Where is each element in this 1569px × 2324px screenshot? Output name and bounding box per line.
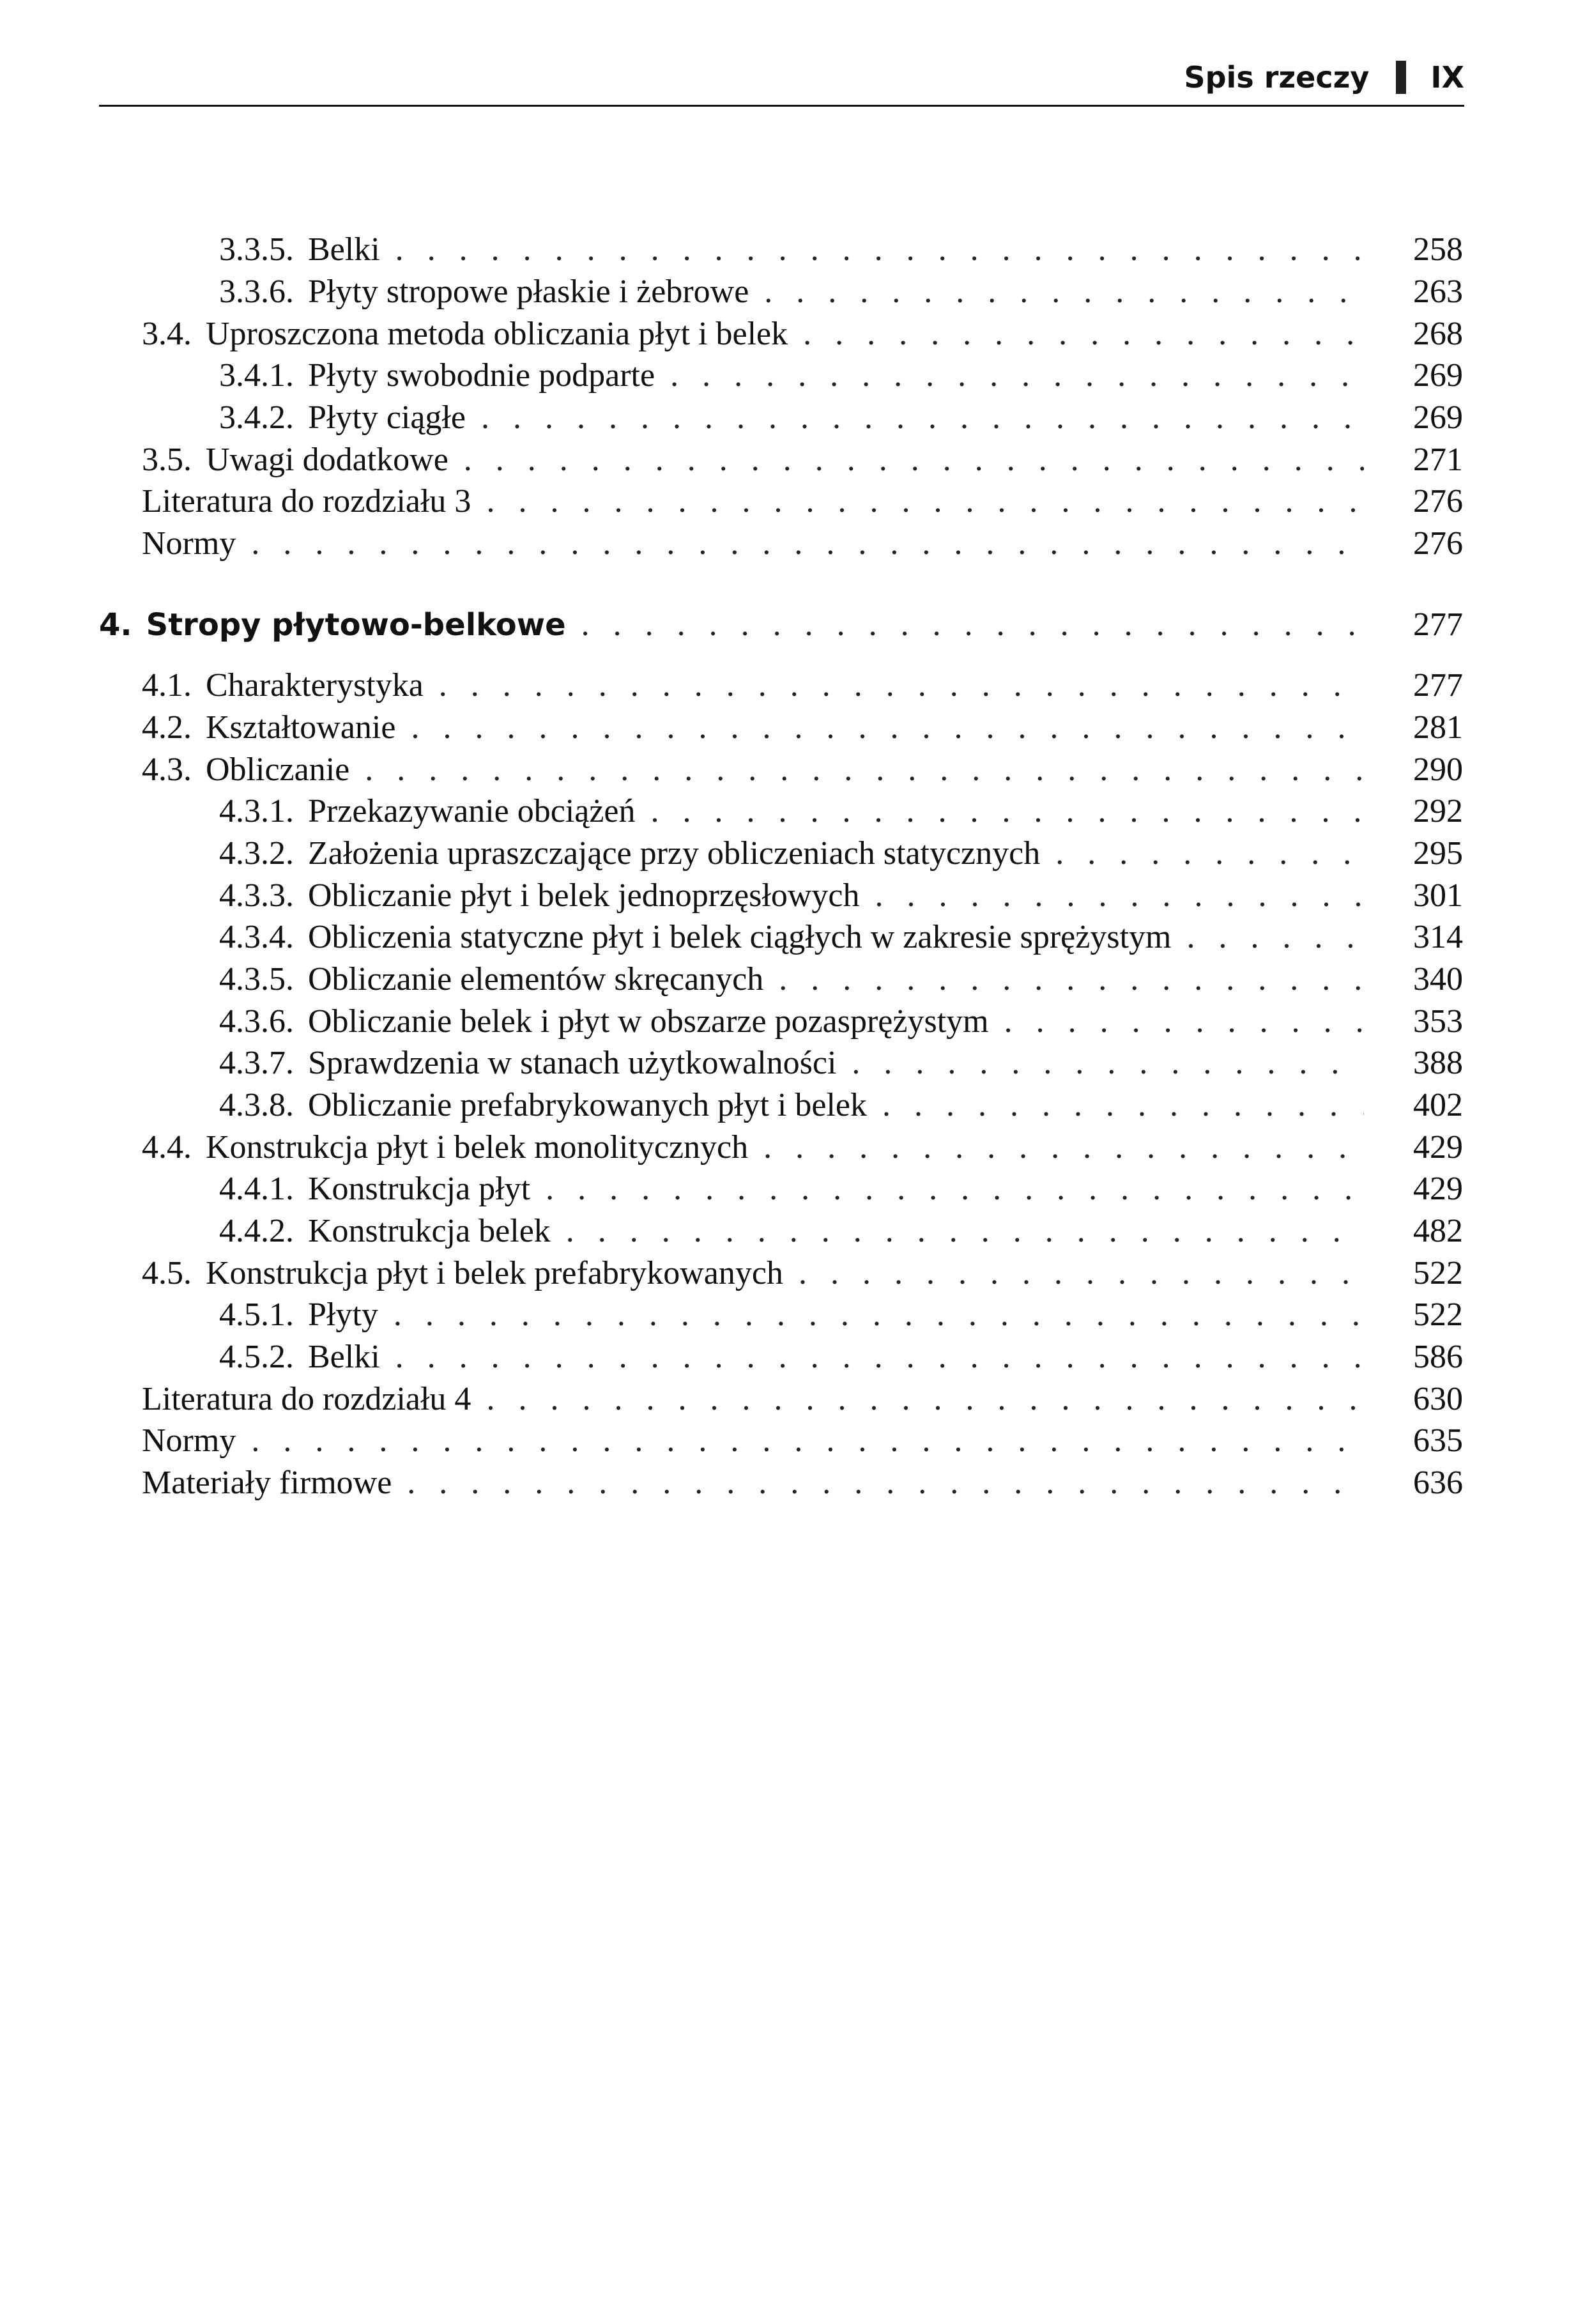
toc-entry-title: Płyty swobodnie podparte	[308, 357, 655, 394]
toc-entry-page: 635	[1413, 1422, 1463, 1459]
toc-entry-leader-line	[219, 1084, 1364, 1127]
header-title: Spis rzeczy	[1184, 60, 1370, 95]
toc-entry	[0, 397, 1569, 439]
toc-entry-number: 4.3.5.	[219, 961, 294, 997]
toc-entry-page: 292	[1413, 793, 1463, 829]
toc-entry-page: 522	[1413, 1255, 1463, 1291]
toc-entry-leader-line	[219, 916, 1364, 958]
toc-entry-page: 301	[1413, 877, 1463, 914]
toc-entry-leader-line	[219, 1168, 1364, 1210]
toc-dot-leader	[251, 1420, 1364, 1462]
toc-dot-leader	[875, 875, 1364, 917]
toc-entry	[0, 1084, 1569, 1127]
toc-entry-title: Obliczanie prefabrykowanych płyt i belek	[308, 1087, 867, 1123]
toc-entry-page: 429	[1413, 1171, 1463, 1207]
toc-entry	[0, 1127, 1569, 1169]
toc-entry-title: Sprawdzenia w stanach użytkowalności	[308, 1045, 837, 1081]
toc-entry-leader-line	[219, 229, 1364, 271]
toc-entry-leader-line	[219, 1294, 1364, 1336]
toc-entry-label	[142, 313, 803, 355]
toc-entry-page: 271	[1413, 442, 1463, 478]
toc-entry-page: 295	[1413, 835, 1463, 872]
toc-entry-label	[142, 523, 251, 565]
toc-entry-leader-line	[142, 749, 1364, 791]
toc-entry-leader-line	[142, 1420, 1364, 1462]
toc-entry-title: Materiały firmowe	[142, 1465, 392, 1501]
toc-entry	[0, 1001, 1569, 1043]
toc-entry-label	[142, 439, 464, 481]
toc-entry-number: 4.3.8.	[219, 1087, 294, 1123]
toc-entry-number: 4.4.	[142, 1129, 192, 1166]
toc-entry	[0, 916, 1569, 958]
toc-entry	[0, 958, 1569, 1001]
toc-entry-number: 4.4.1.	[219, 1171, 294, 1207]
toc-dot-leader	[546, 1168, 1364, 1210]
toc-entry-label	[142, 1462, 407, 1504]
toc-entry-title: Obliczanie belek i płyt w obszarze pozasprężystym	[308, 1003, 989, 1040]
toc-entry-page: 586	[1413, 1339, 1463, 1375]
toc-entry-leader-line	[219, 355, 1364, 397]
toc-entry-page: 269	[1413, 357, 1463, 394]
toc-entry	[0, 1252, 1569, 1295]
toc-entry-leader-line	[219, 833, 1364, 875]
toc-entry-label	[142, 749, 365, 791]
toc-entry-leader-line	[142, 707, 1364, 749]
toc-entry	[0, 707, 1569, 749]
toc-entry	[0, 875, 1569, 917]
toc-entry-page: 269	[1413, 399, 1463, 436]
toc-dot-leader	[882, 1084, 1364, 1127]
toc-entry-page: 402	[1413, 1087, 1463, 1123]
toc-entry-leader-line	[219, 397, 1364, 439]
toc-dot-leader	[1186, 916, 1364, 958]
toc-entry-label	[219, 1042, 852, 1084]
toc-entry-title: Uwagi dodatkowe	[206, 442, 448, 478]
toc-entry-number: 3.4.	[142, 316, 192, 352]
toc-entry-label	[142, 665, 439, 707]
toc-entry-page: 522	[1413, 1297, 1463, 1333]
toc-entry	[0, 439, 1569, 481]
toc-dot-leader	[407, 1462, 1364, 1504]
toc-dot-leader	[439, 665, 1364, 707]
toc-entry-number: 4.3.7.	[219, 1045, 294, 1081]
toc-entry-page: 290	[1413, 751, 1463, 788]
toc-entry-leader-line	[142, 1378, 1364, 1420]
toc-entry	[0, 481, 1569, 523]
toc-entry-page: 340	[1413, 961, 1463, 997]
toc-dot-leader	[581, 604, 1364, 646]
toc-entry-leader-line	[219, 1336, 1364, 1378]
toc-entry-page: 258	[1413, 231, 1463, 268]
toc-entry-page: 482	[1413, 1213, 1463, 1249]
toc-dot-leader	[251, 523, 1364, 565]
toc-entry	[0, 1294, 1569, 1336]
toc-entry-number: 4.3.2.	[219, 835, 294, 872]
toc-entry-label	[142, 1252, 799, 1295]
toc-entry	[0, 229, 1569, 271]
toc-entry-label	[142, 1420, 251, 1462]
toc-dot-leader	[411, 707, 1364, 749]
toc-dot-leader	[1004, 1001, 1364, 1043]
toc-entry-title: Konstrukcja płyt i belek prefabrykowanych	[206, 1255, 783, 1291]
toc-entry-number: 4.3.	[142, 751, 192, 788]
toc-entry-leader-line	[142, 523, 1364, 565]
toc-entry-label	[219, 1336, 395, 1378]
toc-entry-number: 4.3.6.	[219, 1003, 294, 1040]
toc-entry-number: 4.5.1.	[219, 1297, 294, 1333]
toc-entry-leader-line	[142, 313, 1364, 355]
toc-dot-leader	[1055, 833, 1364, 875]
toc-entry-title: Normy	[142, 525, 236, 562]
toc-entry-label	[219, 229, 395, 271]
toc-entry-number: 3.4.1.	[219, 357, 294, 394]
toc-entry-leader-line	[219, 790, 1364, 833]
toc-entry-title: Literatura do rozdziału 4	[142, 1381, 471, 1417]
toc-entry-title: Charakterystyka	[206, 667, 424, 704]
toc-dot-leader	[650, 790, 1364, 833]
toc-entry-leader-line	[142, 1462, 1364, 1504]
toc-entry	[0, 355, 1569, 397]
toc-entry-label	[142, 481, 486, 523]
toc-entry-label	[219, 1084, 882, 1127]
toc-entry	[0, 313, 1569, 355]
toc-dot-leader	[763, 1127, 1364, 1169]
toc-entry-title: Płyty	[308, 1297, 378, 1333]
toc-dot-leader	[486, 481, 1364, 523]
toc-entry	[0, 271, 1569, 313]
toc-dot-leader	[394, 1294, 1364, 1336]
toc-dot-leader	[481, 397, 1364, 439]
toc-entry-label	[219, 833, 1055, 875]
toc-entry-page: 277	[1413, 667, 1463, 704]
toc-entry-label	[99, 604, 581, 646]
toc-entry-leader-line	[142, 1252, 1364, 1295]
toc-entry-leader-line	[219, 1210, 1364, 1252]
toc-entry-number: 3.3.5.	[219, 231, 294, 268]
toc-entry	[0, 1420, 1569, 1462]
toc-entry-number: 3.5.	[142, 442, 192, 478]
toc-entry	[0, 1336, 1569, 1378]
toc-dot-leader	[799, 1252, 1364, 1295]
toc-entry	[0, 1462, 1569, 1504]
toc-entry	[0, 1378, 1569, 1420]
toc-entry-leader-line	[142, 1127, 1364, 1169]
toc-entry-title: Założenia upraszczające przy obliczeniach statycznych	[308, 835, 1041, 872]
toc-entry-leader-line	[142, 439, 1364, 481]
toc-entry-label	[219, 397, 481, 439]
toc-entry-leader-line	[219, 1001, 1364, 1043]
toc-entry-label	[219, 355, 670, 397]
toc-entry-page: 388	[1413, 1045, 1463, 1081]
toc-entry-number: 3.4.2.	[219, 399, 294, 436]
toc-entry-number: 4.5.2.	[219, 1339, 294, 1375]
toc-dot-leader	[779, 958, 1364, 1001]
toc-entry-number: 4.3.4.	[219, 919, 294, 955]
toc-entry-title: Stropy płytowo-belkowe	[146, 607, 566, 643]
toc-entry-leader-line	[142, 481, 1364, 523]
toc-entry	[0, 1210, 1569, 1252]
toc-entry-label	[142, 1127, 763, 1169]
toc-entry-number: 4.3.1.	[219, 793, 294, 829]
toc-entry-label	[219, 916, 1186, 958]
toc-entry-title: Płyty ciągłe	[308, 399, 466, 436]
toc-entry-label	[219, 790, 650, 833]
toc-entry-title: Płyty stropowe płaskie i żebrowe	[308, 273, 749, 310]
toc-entry	[0, 523, 1569, 565]
toc-entry-leader-line	[219, 958, 1364, 1001]
toc-entry-page: 630	[1413, 1381, 1463, 1417]
toc-entry	[0, 1168, 1569, 1210]
toc-dot-leader	[395, 1336, 1364, 1378]
toc-entry-number: 4.3.3.	[219, 877, 294, 914]
toc-entry-title: Konstrukcja belek	[308, 1213, 551, 1249]
toc-entry-title: Konstrukcja płyt i belek monolitycznych	[206, 1129, 749, 1166]
toc-entry-page: 429	[1413, 1129, 1463, 1166]
toc-entry-page: 281	[1413, 709, 1463, 746]
toc-entry-title: Uproszczona metoda obliczania płyt i belek	[206, 316, 788, 352]
toc-entry-page: 276	[1413, 483, 1463, 519]
toc-entry-number: 3.3.6.	[219, 273, 294, 310]
header-page-number: IX	[1430, 60, 1464, 95]
toc-entry-page: 268	[1413, 316, 1463, 352]
toc-entry-number: 4.	[99, 607, 132, 643]
toc-entry-label	[142, 707, 411, 749]
toc-entry-page: 314	[1413, 919, 1463, 955]
toc-entry-title: Belki	[308, 231, 380, 268]
toc-dot-leader	[670, 355, 1364, 397]
toc-dot-leader	[803, 313, 1364, 355]
toc-entry	[0, 665, 1569, 707]
toc-entry-page: 353	[1413, 1003, 1463, 1040]
toc-dot-leader	[852, 1042, 1364, 1084]
toc-entry	[0, 790, 1569, 833]
toc-entry-leader-line	[219, 875, 1364, 917]
toc-dot-leader	[365, 749, 1364, 791]
toc-dot-leader	[764, 271, 1364, 313]
toc-entry	[0, 749, 1569, 791]
toc-entry-title: Literatura do rozdziału 3	[142, 483, 471, 519]
toc-entry-page: 636	[1413, 1465, 1463, 1501]
toc-entry	[0, 1042, 1569, 1084]
toc-entry-label	[142, 1378, 486, 1420]
toc-dot-leader	[486, 1378, 1364, 1420]
toc-chapter-entry	[0, 604, 1569, 646]
toc-entry-title: Przekazywanie obciążeń	[308, 793, 636, 829]
toc-entry-number: 4.5.	[142, 1255, 192, 1291]
toc-entry-label	[219, 958, 779, 1001]
toc-dot-leader	[464, 439, 1364, 481]
toc-entry-title: Normy	[142, 1422, 236, 1459]
toc-entry-label	[219, 1001, 1004, 1043]
toc-entry-title: Obliczenia statyczne płyt i belek ciągłych w zakresie sprężystym	[308, 919, 1172, 955]
toc-entry-page: 276	[1413, 525, 1463, 562]
toc-entry-title: Belki	[308, 1339, 380, 1375]
toc-entry-leader-line	[142, 665, 1364, 707]
toc-entry-leader-line	[219, 271, 1364, 313]
toc-entry-title: Obliczanie elementów skręcanych	[308, 961, 764, 997]
toc-entry-title: Konstrukcja płyt	[308, 1171, 531, 1207]
toc-entry-leader-line	[99, 604, 1364, 646]
toc-entry-number: 4.4.2.	[219, 1213, 294, 1249]
toc-entry-title: Kształtowanie	[206, 709, 396, 746]
toc-entry	[0, 833, 1569, 875]
toc-entry-label	[219, 1294, 394, 1336]
toc-entry-number: 4.2.	[142, 709, 192, 746]
toc-entry-label	[219, 1168, 546, 1210]
toc-entry-leader-line	[219, 1042, 1364, 1084]
toc-entry-title: Obliczanie	[206, 751, 350, 788]
toc-dot-leader	[395, 229, 1364, 271]
toc-entry-label	[219, 271, 764, 313]
toc-entry-label	[219, 875, 875, 917]
toc-dot-leader	[566, 1210, 1364, 1252]
toc-entry-page: 277	[1413, 606, 1463, 643]
toc-entry-number: 4.1.	[142, 667, 192, 704]
toc-entry-label	[219, 1210, 566, 1252]
toc-entry-page: 263	[1413, 273, 1463, 310]
toc-entry-title: Obliczanie płyt i belek jednoprzęsłowych	[308, 877, 860, 914]
